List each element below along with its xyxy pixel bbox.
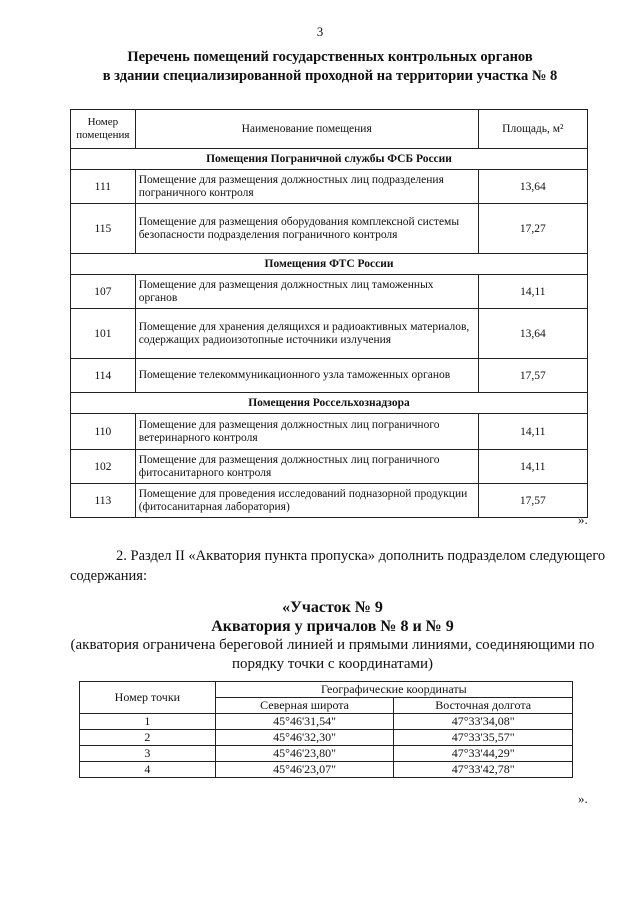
room-number: 101 — [71, 309, 136, 359]
room-area: 14,11 — [478, 414, 587, 450]
table-row — [80, 730, 573, 746]
header-point-number: Номер точки — [80, 682, 216, 714]
room-area: 13,64 — [478, 309, 587, 359]
point-longitude: 47°33'35,57" — [394, 730, 573, 746]
room-name: Помещение для размещения должностных лиц пограничного ветеринарного контроля — [135, 414, 478, 450]
point-number: 3 — [80, 746, 216, 762]
room-name: Помещение телекоммуникационного узла таможенных органов — [135, 359, 478, 393]
room-area: 17,57 — [478, 484, 587, 518]
room-area: 17,27 — [478, 204, 587, 254]
section-title-rosselkhoznadzor: Помещения Россельхознадзора — [71, 393, 588, 414]
table-row — [71, 204, 588, 254]
room-number: 114 — [71, 359, 136, 393]
title-line-2: в здании специализированной проходной на территории участка № 8 — [102, 68, 558, 84]
header-room-name: Наименование помещения — [135, 110, 478, 149]
room-number: 110 — [71, 414, 136, 450]
room-number: 107 — [71, 275, 136, 309]
section-title-fsb: Помещения Пограничной службы ФСБ России — [71, 149, 588, 170]
coordinates-header-row — [80, 682, 573, 698]
document-title — [70, 48, 590, 86]
header-longitude: Восточная долгота — [394, 698, 573, 714]
point-longitude: 47°33'44,29" — [394, 746, 573, 762]
header-room-number: Номер помещения — [71, 110, 136, 149]
section-row — [71, 254, 588, 275]
coordinates-table — [79, 681, 573, 778]
table-row — [80, 714, 573, 730]
room-name: Помещение для размещения оборудования комплексной системы безопасности подразделения пограничного контроля — [135, 204, 478, 254]
table-row — [71, 309, 588, 359]
section-row — [71, 149, 588, 170]
table-row — [71, 359, 588, 393]
table-row — [71, 450, 588, 484]
page-number: 3 — [316, 24, 324, 39]
room-name: Помещение для проведения исследований подназорной продукции (фитосанитарная лаборатория) — [135, 484, 478, 518]
premises-table — [70, 109, 588, 518]
header-area: Площадь, м² — [478, 110, 587, 149]
point-number: 2 — [80, 730, 216, 746]
point-number: 1 — [80, 714, 216, 730]
premises-table-header — [71, 110, 588, 149]
point-latitude: 45°46'23,07" — [215, 762, 394, 778]
point-latitude: 45°46'31,54" — [215, 714, 394, 730]
section-heading — [60, 598, 605, 674]
point-longitude: 47°33'42,78" — [394, 762, 573, 778]
point-longitude: 47°33'34,08" — [394, 714, 573, 730]
room-name: Помещение для размещения должностных лиц таможенных органов — [135, 275, 478, 309]
room-number: 113 — [71, 484, 136, 518]
section-row — [71, 393, 588, 414]
point-latitude: 45°46'23,80" — [215, 746, 394, 762]
room-number: 102 — [71, 450, 136, 484]
point-latitude: 45°46'32,30" — [215, 730, 394, 746]
table2-closing-quote: ». — [578, 791, 588, 806]
section-heading-line-4: порядку точки с координатами) — [231, 656, 434, 672]
room-area: 14,11 — [478, 450, 587, 484]
header-latitude: Северная широта — [215, 698, 394, 714]
title-line-1: Перечень помещений государственных контрольных органов — [127, 49, 533, 65]
room-name: Помещение для размещения должностных лиц пограничного фитосанитарного контроля — [135, 450, 478, 484]
table1-closing-quote: ». — [578, 512, 588, 527]
room-name: Помещение для хранения делящихся и радиоактивных материалов, содержащих радиоизотопные источники излучения — [135, 309, 478, 359]
table-row — [71, 414, 588, 450]
room-area: 17,57 — [478, 359, 587, 393]
room-area: 14,11 — [478, 275, 587, 309]
table-row — [71, 484, 588, 518]
section-heading-line-1: «Участок № 9 — [282, 599, 383, 616]
room-area: 13,64 — [478, 170, 587, 204]
table-row — [80, 762, 573, 778]
section-heading-line-2: Акватория у причалов № 8 и № 9 — [211, 618, 454, 635]
table-row — [71, 170, 588, 204]
point-number: 4 — [80, 762, 216, 778]
table-row — [80, 746, 573, 762]
amendment-paragraph: 2. Раздел II «Акватория пункта пропуска» дополнить подразделом следующего содержания: — [70, 548, 606, 584]
section-title-fts: Помещения ФТС России — [71, 254, 588, 275]
room-name: Помещение для размещения должностных лиц подразделения пограничного контроля — [135, 170, 478, 204]
room-number: 115 — [71, 204, 136, 254]
room-number: 111 — [71, 170, 136, 204]
section-heading-line-3: (акватория ограничена береговой линией и прямыми линиями, соединяющими по — [70, 637, 595, 653]
table-row — [71, 275, 588, 309]
header-geo-coordinates: Географические координаты — [215, 682, 572, 698]
